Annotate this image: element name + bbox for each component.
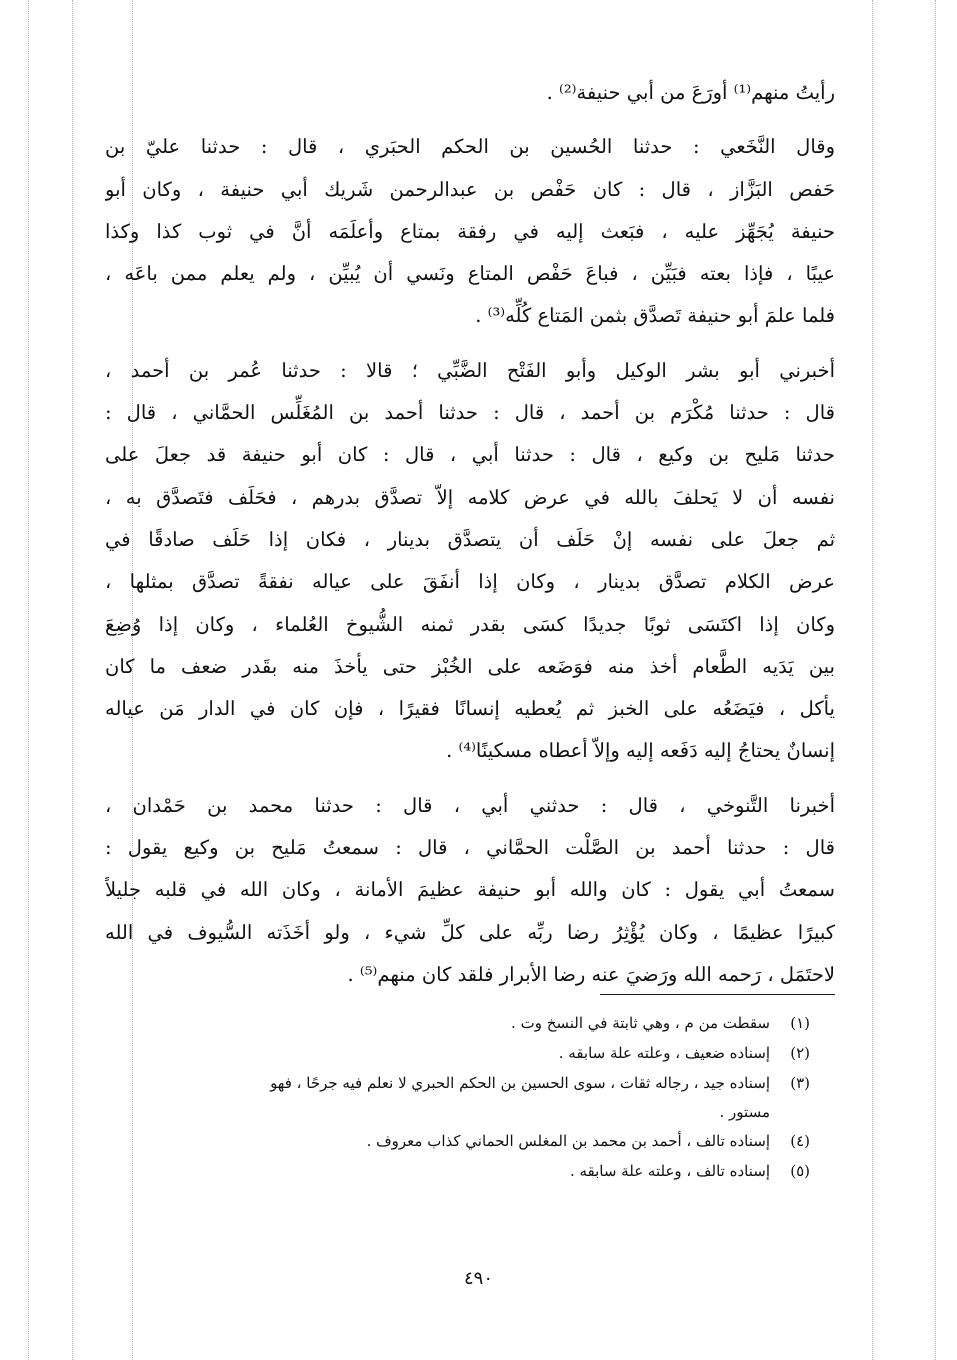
text-line: نفسه أن لا يَحلفَ بالله في عرض كلامه إلاّ تصدَّق بدرهم ، فحَلَف فتَصدَّق به ، [105,485,835,509]
text-line: ثم جعلَ على نفسه إنْ حَلَف أن يتصدَّق بدينار ، فكان إذا حَلَف صادقًا في [105,527,835,551]
footnote [105,1008,810,1038]
paragraph-gap [105,338,835,350]
paragraph [105,126,835,337]
footnote-number: (١) [790,1014,810,1032]
text-line: عرض الكلام تصدَّق بدينار ، وكان إذا أنفَقَ على عياله نفقةً تصدَّق بمثلها ، [105,570,835,594]
footnote [105,1068,810,1098]
footnote-number: (٤) [790,1132,810,1150]
text-line: حَفص البَزَّاز ، قال : كان حَفْص بن عبدالرحمن شَريك أبي حنيفة ، وكان أبو [105,177,835,201]
text-line: رأيتُ منهم⁽¹⁾ أورَعَ من أبي حنيفة⁽²⁾ . [546,81,835,104]
margin-dotted-line [935,0,936,1360]
footnote-text: سقطت من م ، وهي ثابتة في النسخ وت . [511,1014,770,1032]
text-line: كبيرًا عظيمًا ، وكان يُؤْثِرُ رضا ربِّه على كلِّ شيء ، ولو أخَذَته السُّيوف في الله [105,920,835,944]
footnote-text: إسناده تالف ، أحمد بن محمد بن المغلس الحماني كذاب معروف . [366,1132,770,1150]
text-line: بين يَدَيه الطَّعام أخذ منه فوَضَعه على الخُبْز حتى يأخذَ منه بقَدر ضعف ما كان [105,654,835,678]
page-number: ٤٩٠ [463,1268,493,1289]
paragraph-gap [105,773,835,785]
footnote-text: إسناده ضعيف ، وعلته علة سابقه . [558,1044,770,1062]
footnotes [105,1008,810,1186]
text-line: حدثنا مَليح بن وكيع ، قال : حدثنا أبي ، قال : كان أبو حنيفة قد جعلَ على [105,443,835,467]
margin-dotted-line [72,0,73,1360]
text-line: سمعتُ أبي يقول : كان والله أبو حنيفة عظيمَ الأمانة ، وكان الله في قلبه جليلاً [105,878,835,902]
paragraph [105,72,835,114]
footnote-text: إسناده تالف ، وعلته علة سابقه . [569,1162,770,1180]
footnote-number: (٢) [790,1044,810,1062]
footnote [105,1126,810,1156]
footnote-text: إسناده جيد ، رجاله ثقات ، سوى الحسين بن الحكم الحبري لا نعلم فيه جرحًا ، فهو [270,1074,770,1092]
text-line: أخبرنا التَّنوخي ، قال : حدثني أبي ، قال : حدثنا محمد بن حَمْدان ، [105,793,835,817]
text-line: قال : حدثنا مُكْرَم بن أحمد ، قال : حدثنا أحمد بن المُغَلِّس الحمَّاني ، قال : [105,401,835,425]
text-line: فلما علمَ أبو حنيفة تَصدَّق بثمن المَتاع كُلِّه⁽³⁾ . [475,304,835,328]
paragraph-gap [105,114,835,126]
footnote-continuation: مستور . [719,1103,770,1121]
text-line: أخبرني أبو بشر الوكيل وأبو الفَتْح الضَّبِّي ؛ قالا : حدثنا عُمر بن أحمد ، [105,358,835,382]
text-line: وكان إذا اكتَسَى ثوبًا جديدًا كسَى بقدر ثمنه الشُّيوخ العُلماء ، وكان إذا وُضِعَ [105,612,835,636]
text-line: لاحتَمَل ، رَحمه الله ورَضيَ عنه رضا الأبرار فلقد كان منهم⁽⁵⁾ . [347,962,835,986]
footnote-number: (٣) [790,1074,810,1092]
paragraph [105,350,835,773]
footnote-number: (٥) [790,1162,810,1180]
margin-dotted-line [872,0,873,1360]
main-text [105,72,835,996]
footnote [105,1038,810,1068]
text-line: حنيفة يُجَهِّز عليه ، فبَعث إليه في رفقة بمتاع وأعلَمَه أنَّ في ثوب كذا وكذا [105,219,835,243]
text-line: وقال النَّخَعي : حدثنا الحُسين بن الحكم الحبَري ، قال : حدثنا عليّ بن [105,135,835,159]
text-line: عيبًا ، فإذا بعته فبَيِّن ، فباعَ حَفْص المتاع ونَسي أن يُبيِّن ، ولم يعلم ممن باعَه ، [105,262,835,286]
footnote-separator [600,994,835,995]
paragraph [105,785,835,996]
text-line: يأكل ، فيَضَعُه على الخبز ثم يُعطيه إنسانًا فقيرًا ، فإن كان في الدار مَن عياله [105,697,835,721]
text-line: إنسانٌ يحتاجُ إليه دَفَعه إليه وإلاّ أعطاه مسكينًا⁽⁴⁾ . [446,739,835,763]
margin-dotted-line [28,0,29,1360]
footnote [105,1156,810,1186]
text-line: قال : حدثنا أحمد بن الصَّلْت الحمَّاني ، قال : سمعتُ مَليح بن وكيع يقول : [105,836,835,860]
